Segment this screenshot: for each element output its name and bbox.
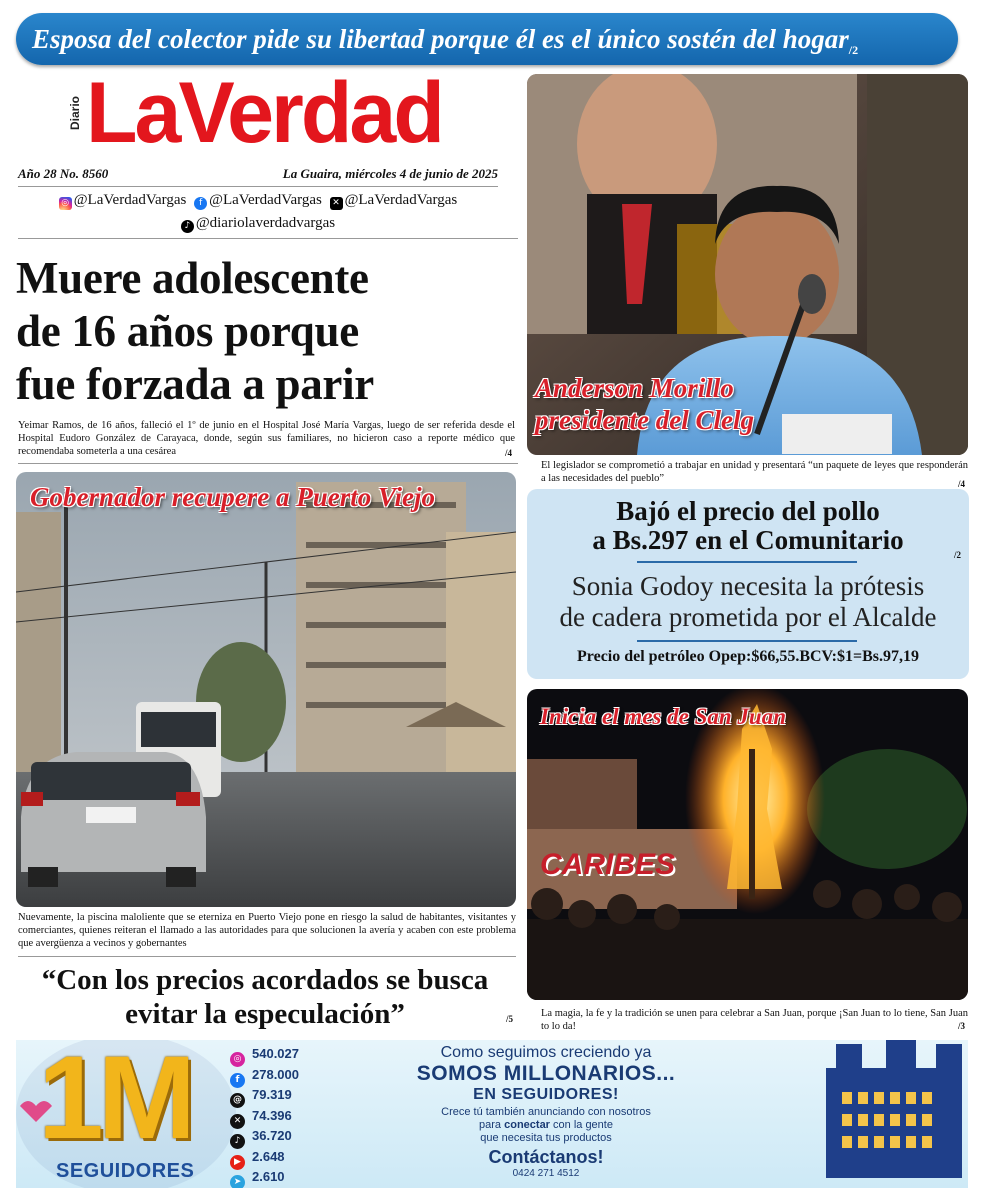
stat-facebook: [230, 1067, 360, 1088]
prosthesis-headline-line: Sonia Godoy necesita la prótesis: [571, 571, 925, 601]
morillo-page-ref: /4: [958, 479, 966, 489]
stat-value: 2.610: [252, 1169, 285, 1184]
instagram-handle-text: @LaVerdadVargas: [73, 192, 187, 208]
issue-date: La Guaira, miércoles 4 de junio de 2025: [282, 166, 498, 181]
banner-page-ref: /2: [848, 43, 859, 57]
stat-value: 74.396: [252, 1107, 292, 1123]
puerto-viejo-photo[interactable]: [16, 472, 516, 907]
info-box[interactable]: [527, 489, 969, 679]
ad-body-line: [366, 1119, 726, 1132]
san-juan-caption: La magia, la fe y la tradición se unen para celebrar a San Juan, porque ¡San Juan to lo tiene, San Juan to lo da!: [541, 1008, 968, 1032]
stat-tiktok: [230, 1128, 360, 1149]
stat-value: 2.648: [252, 1148, 285, 1164]
dateline-bar: [18, 166, 498, 182]
edition-number: Año 28 No. 8560: [18, 166, 109, 181]
main-story-lead: Yeimar Ramos, de 16 años, falleció el 1º de junio en el Hospital José María Vargas, luego de ser referida desde el Hospital Eudoro González de Carayaca, donde, según sus familiares, no hicieron caso a reporte médico que recomendaba someterla a una cesárea: [18, 420, 515, 457]
telegram-icon: ➤: [230, 1175, 245, 1188]
quote-line: evitar la especulación”: [125, 998, 405, 1030]
instagram-handle[interactable]: [59, 192, 187, 208]
san-juan-photo-label: Inicia el mes de San Juan: [540, 704, 787, 729]
castle-icon: [826, 1040, 962, 1178]
social-handles-row: [18, 192, 498, 210]
main-headline[interactable]: [16, 252, 516, 411]
ad-copy: [366, 1044, 726, 1179]
facebook-icon: f: [194, 197, 207, 210]
stat-telegram: [230, 1169, 360, 1188]
facebook-handle-text: @LaVerdadVargas: [209, 192, 322, 208]
ad-1m-figure: 1M: [38, 1040, 190, 1164]
lead-divider: [18, 463, 518, 464]
stat-instagram: [230, 1046, 360, 1067]
instagram-icon: ◎: [59, 197, 72, 210]
quote-line: “Con los precios acordados se busca: [41, 964, 489, 996]
stat-value: 278.000: [252, 1066, 299, 1082]
morillo-label-line: Anderson Morillo: [535, 373, 734, 403]
hip-prosthesis-headline[interactable]: [527, 571, 969, 633]
main-headline-line: de 16 años porque: [16, 306, 359, 356]
ad-seguidores-label: SEGUIDORES: [56, 1160, 195, 1182]
facebook-icon: f: [230, 1073, 245, 1088]
ad-body-bold: conectar: [504, 1119, 550, 1131]
quote-page-ref: /5: [506, 1014, 514, 1024]
san-juan-photo-art: [527, 689, 968, 1000]
ad-body-line: que necesita tus productos: [480, 1132, 612, 1144]
x-icon: ✕: [330, 197, 343, 210]
info-box-divider: [637, 561, 857, 563]
stat-youtube: [230, 1149, 360, 1170]
social-divider: [18, 238, 518, 239]
morillo-caption: El legislador se comprometió a trabajar en unidad y presentará “un paquete de leyes que responderán a las necesidades del pueblo”: [541, 460, 968, 484]
chicken-headline-line: Bajó el precio del pollo: [616, 496, 880, 526]
tiktok-icon: ♪: [230, 1134, 245, 1149]
ad-line: Como seguimos creciendo ya: [440, 1044, 652, 1061]
tiktok-handle[interactable]: [181, 215, 335, 231]
morillo-photo-label: [535, 372, 754, 436]
ad-body: [366, 1106, 726, 1145]
main-story-page-ref: /4: [505, 448, 513, 458]
morillo-label-line: presidente del Clelg: [535, 405, 754, 435]
ad-stats-list: [230, 1046, 360, 1188]
prosthesis-headline-line: de cadera prometida por el Alcalde: [559, 602, 937, 632]
san-juan-photo[interactable]: [527, 689, 968, 1000]
stat-value: 79.319: [252, 1087, 292, 1102]
facebook-handle[interactable]: [194, 192, 322, 208]
ad-phone[interactable]: 0424 271 4512: [512, 1168, 580, 1179]
stat-x: [230, 1108, 360, 1129]
x-handle-text: @LaVerdadVargas: [344, 192, 458, 208]
chicken-price-headline[interactable]: [527, 497, 969, 555]
info-box-divider: [637, 640, 857, 642]
stat-value: 36.720: [252, 1128, 292, 1143]
newspaper-logo: LaVerdad: [86, 65, 442, 161]
followers-ad[interactable]: [16, 1040, 968, 1188]
instagram-icon: ◎: [230, 1052, 245, 1067]
chicken-headline-line: a Bs.297 en el Comunitario: [592, 525, 904, 555]
logo-prefix: Diario: [68, 96, 82, 131]
puerto-viejo-photo-label: Gobernador recupere a Puerto Viejo: [30, 482, 435, 512]
tiktok-handle-text: @diariolaverdadvargas: [195, 215, 336, 231]
ad-body-line: Crece tú también anunciando con nosotros: [441, 1106, 651, 1118]
san-juan-page-ref: /3: [958, 1021, 966, 1031]
youtube-icon: ▶: [230, 1155, 245, 1170]
price-quote-headline[interactable]: [16, 963, 514, 1031]
chicken-page-ref: /2: [954, 550, 962, 560]
ad-line: EN SEGUIDORES!: [473, 1086, 619, 1103]
ad-body-text: para: [479, 1119, 502, 1131]
ad-contact-cta[interactable]: Contáctanos!: [488, 1147, 604, 1167]
oil-price-ticker: Precio del petróleo Opep:$66,55.BCV:$1=Bs.97,19: [577, 648, 919, 665]
caribes-graffiti-text: CARIBES: [540, 848, 676, 881]
puerto-viejo-photo-art: [16, 472, 516, 907]
caption-divider: [18, 956, 516, 957]
main-headline-line: Muere adolescente: [16, 253, 369, 303]
puerto-viejo-caption: Nuevamente, la piscina maloliente que se eterniza en Puerto Viejo pone en riesgo la salud de habitantes, visitantes y comerciantes, quienes reiteran el llamado a las autoridades para que solucionen la avería y acaben con este problema que avergüenza a vecinos y gobernantes: [18, 912, 516, 949]
x-handle[interactable]: [330, 192, 458, 208]
ad-body-text: con la gente: [553, 1119, 613, 1131]
threads-icon: @: [230, 1093, 245, 1108]
social-handles-row-2: [18, 215, 498, 233]
stat-threads: [230, 1087, 360, 1108]
stat-value: 540.027: [252, 1046, 299, 1061]
tiktok-icon: ♪: [181, 220, 194, 233]
x-icon: ✕: [230, 1114, 245, 1129]
banner-headline: Esposa del colector pide su libertad porque él es el único sostén del hogar: [32, 24, 849, 54]
top-banner[interactable]: [16, 13, 958, 65]
masthead-divider: [18, 186, 498, 187]
main-headline-line: fue forzada a parir: [16, 359, 374, 409]
ad-line: SOMOS MILLONARIOS...: [416, 1062, 676, 1085]
